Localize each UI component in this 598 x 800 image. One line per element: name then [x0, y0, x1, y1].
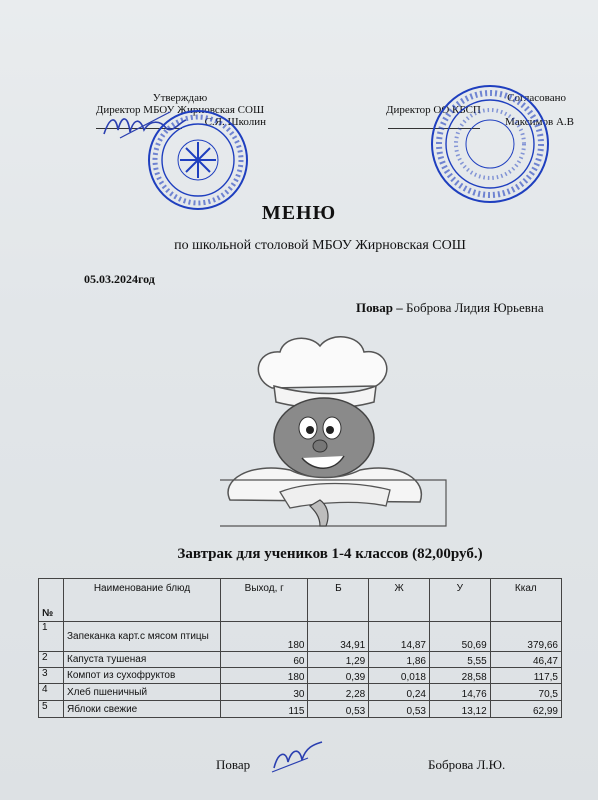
cook-label: Повар –: [356, 300, 403, 315]
column-header-fat: Ж: [369, 579, 430, 622]
dish-fat: 1,86: [369, 652, 430, 668]
dish-yield: 180: [221, 622, 308, 652]
page-title: МЕНЮ: [261, 202, 337, 224]
dish-carbs: 14,76: [429, 684, 490, 701]
dish-carbs: 28,58: [429, 668, 490, 684]
approver-position: Директор МБОУ Жирновская СОШ: [95, 104, 265, 116]
agree-label: Согласовано: [507, 92, 566, 104]
column-header-dish: Наименование блюд: [64, 579, 221, 622]
dish-kcal: 46,47: [490, 652, 561, 668]
dish-protein: 0,39: [308, 668, 369, 684]
dish-protein: 34,91: [308, 622, 369, 652]
row-number: 1: [39, 622, 64, 652]
approver-name: С.Я. Школин: [204, 116, 266, 128]
signature: [268, 738, 328, 776]
table-row: [39, 701, 562, 718]
footer-cook-name: Боброва Л.Ю.: [428, 757, 506, 772]
dish-kcal: 379,66: [490, 622, 561, 652]
dish-protein: 0,53: [308, 701, 369, 718]
dish-carbs: 5,55: [429, 652, 490, 668]
dish-protein: 2,28: [308, 684, 369, 701]
dish-yield: 115: [221, 701, 308, 718]
column-header-protein: Б: [308, 579, 369, 622]
approve-label: Утверждаю: [152, 92, 208, 104]
chef-illustration: [210, 330, 450, 530]
row-number: 5: [39, 701, 64, 718]
dish-fat: 0,53: [369, 701, 430, 718]
dish-kcal: 70,5: [490, 684, 561, 701]
left-seal-stamp: [146, 108, 250, 212]
dish-carbs: 50,69: [429, 622, 490, 652]
dish-yield: 60: [221, 652, 308, 668]
dish-fat: 0,24: [369, 684, 430, 701]
table-row: [39, 684, 562, 701]
table-row: [39, 668, 562, 684]
dish-yield: 30: [221, 684, 308, 701]
table-row: [39, 622, 562, 652]
column-header-kcal: Ккал: [490, 579, 561, 622]
dish-kcal: 62,99: [490, 701, 561, 718]
menu-table: [38, 578, 562, 718]
cook-name: Боброва Лидия Юрьевна: [406, 300, 544, 315]
dish-kcal: 117,5: [490, 668, 561, 684]
row-number: 4: [39, 684, 64, 701]
page-subtitle: по школьной столовой МБОУ Жирновская СОШ: [174, 238, 466, 253]
row-number: 3: [39, 668, 64, 684]
column-header-carbs: У: [429, 579, 490, 622]
column-header-number: №: [39, 579, 64, 622]
column-header-yield: Выход, г: [221, 579, 308, 622]
dish-fat: 14,87: [369, 622, 430, 652]
dish-carbs: 13,12: [429, 701, 490, 718]
agreer-position: Директор ОО КБСП: [386, 104, 481, 116]
dish-yield: 180: [221, 668, 308, 684]
table-header-row: [39, 579, 562, 622]
menu-date: 05.03.2024год: [84, 272, 155, 286]
footer-cook-label: Повар: [216, 757, 251, 772]
dish-name: Запеканка карт.с мясом птицы: [64, 622, 221, 652]
dish-name: Хлеб пшеничный: [64, 684, 221, 701]
meal-title: Завтрак для учеников 1-4 классов (82,00руб.): [177, 546, 483, 562]
cook-line: [356, 300, 544, 316]
row-number: 2: [39, 652, 64, 668]
dish-name: Яблоки свежие: [64, 701, 221, 718]
table-row: [39, 652, 562, 668]
dish-protein: 1,29: [308, 652, 369, 668]
dish-name: Капуста тушеная: [64, 652, 221, 668]
right-seal-stamp: [428, 82, 552, 206]
dish-fat: 0,018: [369, 668, 430, 684]
agreer-name: Максимов А.В: [505, 116, 574, 128]
dish-name: Компот из сухофруктов: [64, 668, 221, 684]
